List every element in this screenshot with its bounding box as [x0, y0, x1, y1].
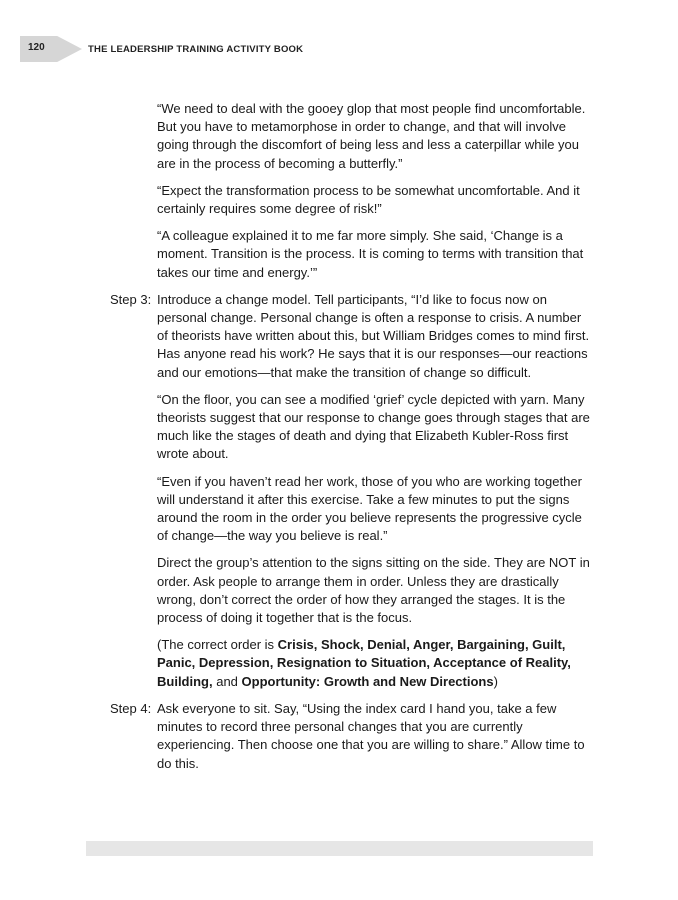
order-list: Crisis, Shock, Denial, Anger, Bargaining, Guilt, Panic, Depression, Resignation to Situation, Acceptance of Reality, Building, [157, 637, 571, 689]
step-text: Ask everyone to sit. Say, “Using the index card I hand you, take a few minutes to record three personal changes that you are currently experiencing. Then choose one that you are willing to share.” Allow time to do this. [157, 700, 585, 771]
quote-paragraph: “We need to deal with the gooey glop that most people find uncomfortable. But you have to metamorphose in order to change, and that will involve going through the discomfort of being less and less a caterpillar while you are in the process of becoming a butterfly.” [157, 101, 586, 171]
step-4 [110, 700, 594, 773]
quote-paragraph: “A colleague explained it to me far more simply. She said, ‘Change is a moment. Transition is the process. It is coming to terms with transition that takes our time and energy.’” [157, 228, 584, 280]
step-label: Step 3: [110, 291, 152, 307]
order-intro: (The correct order is [157, 637, 278, 653]
book-title: THE LEADERSHIP TRAINING ACTIVITY BOOK [88, 44, 304, 55]
step-paragraph: Direct the group’s attention to the signs sitting on the side. They are NOT in order. Ask people to arrange them in order. Unless they are drastically wrong, don’t correct the order of how they arranged the stages. It is the process of doing it together that is the focus. [157, 555, 590, 626]
correct-order-paragraph [157, 636, 594, 691]
quote-paragraph: “Expect the transformation process to be somewhat uncomfortable. And it certainly requires some degree of risk!” [157, 182, 580, 217]
page-body [110, 100, 594, 782]
step-paragraph: “On the floor, you can see a modified ‘grief’ cycle depicted with yarn. Many theorists suggest that our response to change goes through stages that are much like the stages of death and dying that Elizabeth Kubler-Ross first wrote about. [157, 391, 590, 462]
step-text: Introduce a change model. Tell participants, “I’d like to focus now on personal change. Personal change is often a response to crisis. A number of theorists have written about this, but William Bridges comes to mind first. Has anyone read his work? He says that it is our responses—our reactions and our emotions—that make the transition of change so difficult. [157, 291, 590, 380]
page-number: 120 [28, 42, 45, 53]
order-and: and [212, 673, 242, 689]
order-last: Opportunity: Growth and New Directions [241, 673, 494, 689]
step-paragraph: “Even if you haven’t read her work, those of you who are working together will understand it after this exercise. Take a few minutes to put the signs around the room in the order you believe represents the progressive cycle of change—the way you believe is real.” [157, 473, 582, 544]
step-3 [110, 291, 594, 691]
order-close: ) [493, 673, 498, 689]
page-header [0, 36, 678, 64]
footer-bar [86, 841, 593, 856]
step-label: Step 4: [110, 700, 152, 716]
